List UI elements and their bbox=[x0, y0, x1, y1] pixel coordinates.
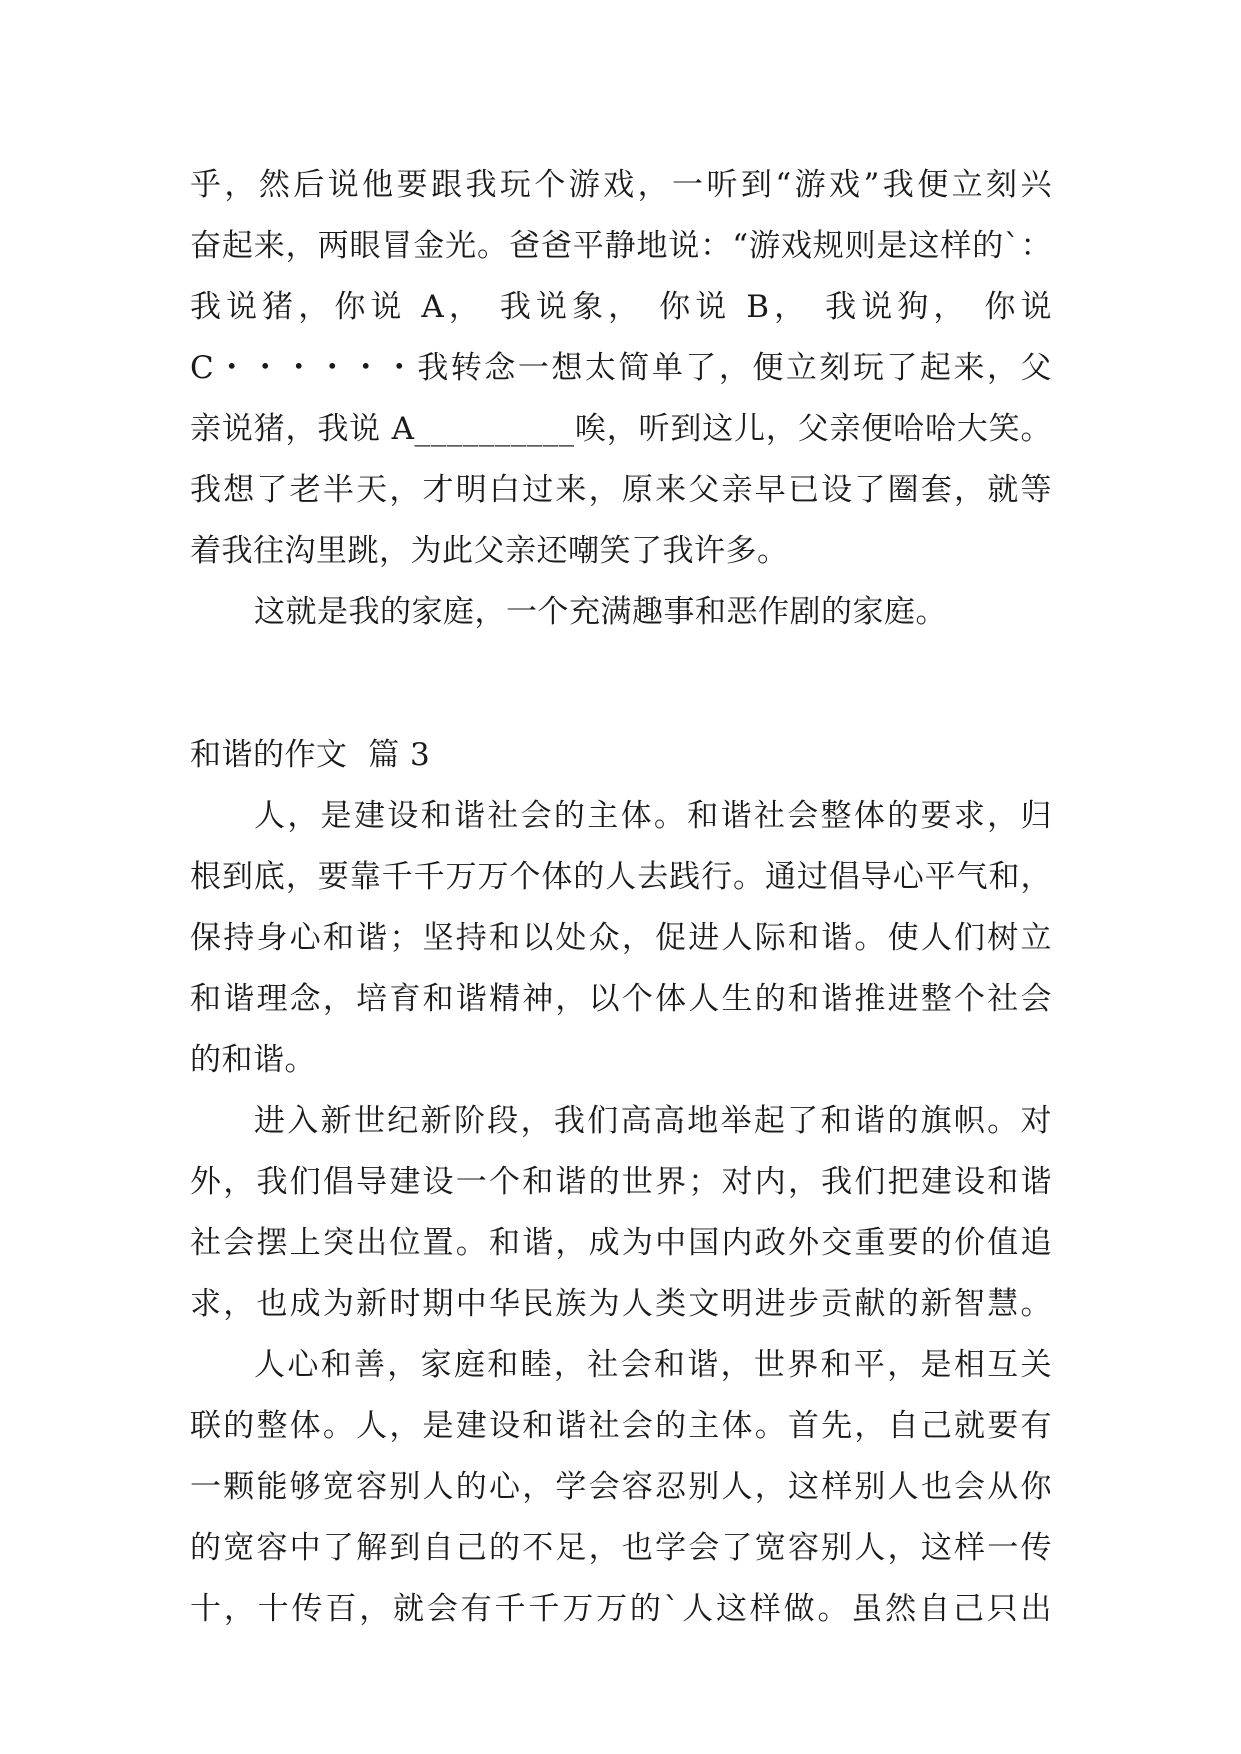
text-line: 着我往沟里跳，为此父亲还嘲笑了我许多。 bbox=[190, 533, 789, 569]
intro-paragraph bbox=[190, 155, 1052, 582]
text-line: 外，我们倡导建设一个和谐的世界；对内，我们把建设和谐 bbox=[190, 1164, 1052, 1200]
text-line: 联的整体。人，是建设和谐社会的主体。首先，自己就要有 bbox=[190, 1408, 1052, 1444]
text-line: 一颗能够宽容别人的心，学会容忍别人，这样别人也会从你 bbox=[190, 1469, 1052, 1505]
conclusion-paragraph: 这就是我的家庭，一个充满趣事和恶作剧的家庭。 bbox=[254, 594, 947, 630]
text-line: 保持身心和谐；坚持和以处众，促进人际和谐。使人们树立 bbox=[190, 920, 1052, 956]
text-line: 的宽容中了解到自己的不足，也学会了宽容别人，这样一传 bbox=[190, 1530, 1052, 1566]
text-line: 亲说猪，我说 A__________唉，听到这儿，父亲便哈哈大笑。 bbox=[190, 411, 1052, 447]
paragraph-3 bbox=[190, 1335, 1052, 1640]
text-line: 求，也成为新时期中华民族为人类文明进步贡献的新智慧。 bbox=[190, 1286, 1052, 1322]
document-page bbox=[190, 155, 1052, 1640]
text-line: 我想了老半天，才明白过来，原来父亲早已设了圈套，就等 bbox=[190, 472, 1052, 508]
text-line: 人，是建设和谐社会的主体。和谐社会整体的要求，归 bbox=[254, 798, 1052, 834]
text-line: 乎，然后说他要跟我玩个游戏，一听到“游戏”我便立刻兴 bbox=[190, 167, 1052, 203]
text-line: 的和谐。 bbox=[190, 1042, 316, 1078]
section-heading: 和谐的作文 篇 3 bbox=[190, 737, 431, 773]
section-gap bbox=[190, 643, 1052, 725]
text-line: 人心和善，家庭和睦，社会和谐，世界和平，是相互关 bbox=[254, 1347, 1052, 1383]
text-line: 社会摆上突出位置。和谐，成为中国内政外交重要的价值追 bbox=[190, 1225, 1052, 1261]
paragraph-2 bbox=[190, 1091, 1052, 1335]
paragraph-1 bbox=[190, 786, 1052, 1091]
text-line: 十，十传百，就会有千千万万的`人这样做。虽然自己只出 bbox=[190, 1591, 1052, 1627]
text-line: 根到底，要靠千千万万个体的人去践行。通过倡导心平气和， bbox=[190, 859, 1052, 895]
text-line: 进入新世纪新阶段，我们高高地举起了和谐的旗帜。对 bbox=[254, 1103, 1052, 1139]
text-line: C・・・・・・我转念一想太简单了，便立刻玩了起来，父 bbox=[190, 350, 1052, 386]
text-line: 和谐理念，培育和谐精神，以个体人生的和谐推进整个社会 bbox=[190, 981, 1052, 1017]
text-line: 奋起来，两眼冒金光。爸爸平静地说：“游戏规则是这样的`： bbox=[190, 228, 1052, 264]
text-line: 我说猪，你说 A， 我说象， 你说 B， 我说狗， 你说 bbox=[190, 289, 1052, 325]
